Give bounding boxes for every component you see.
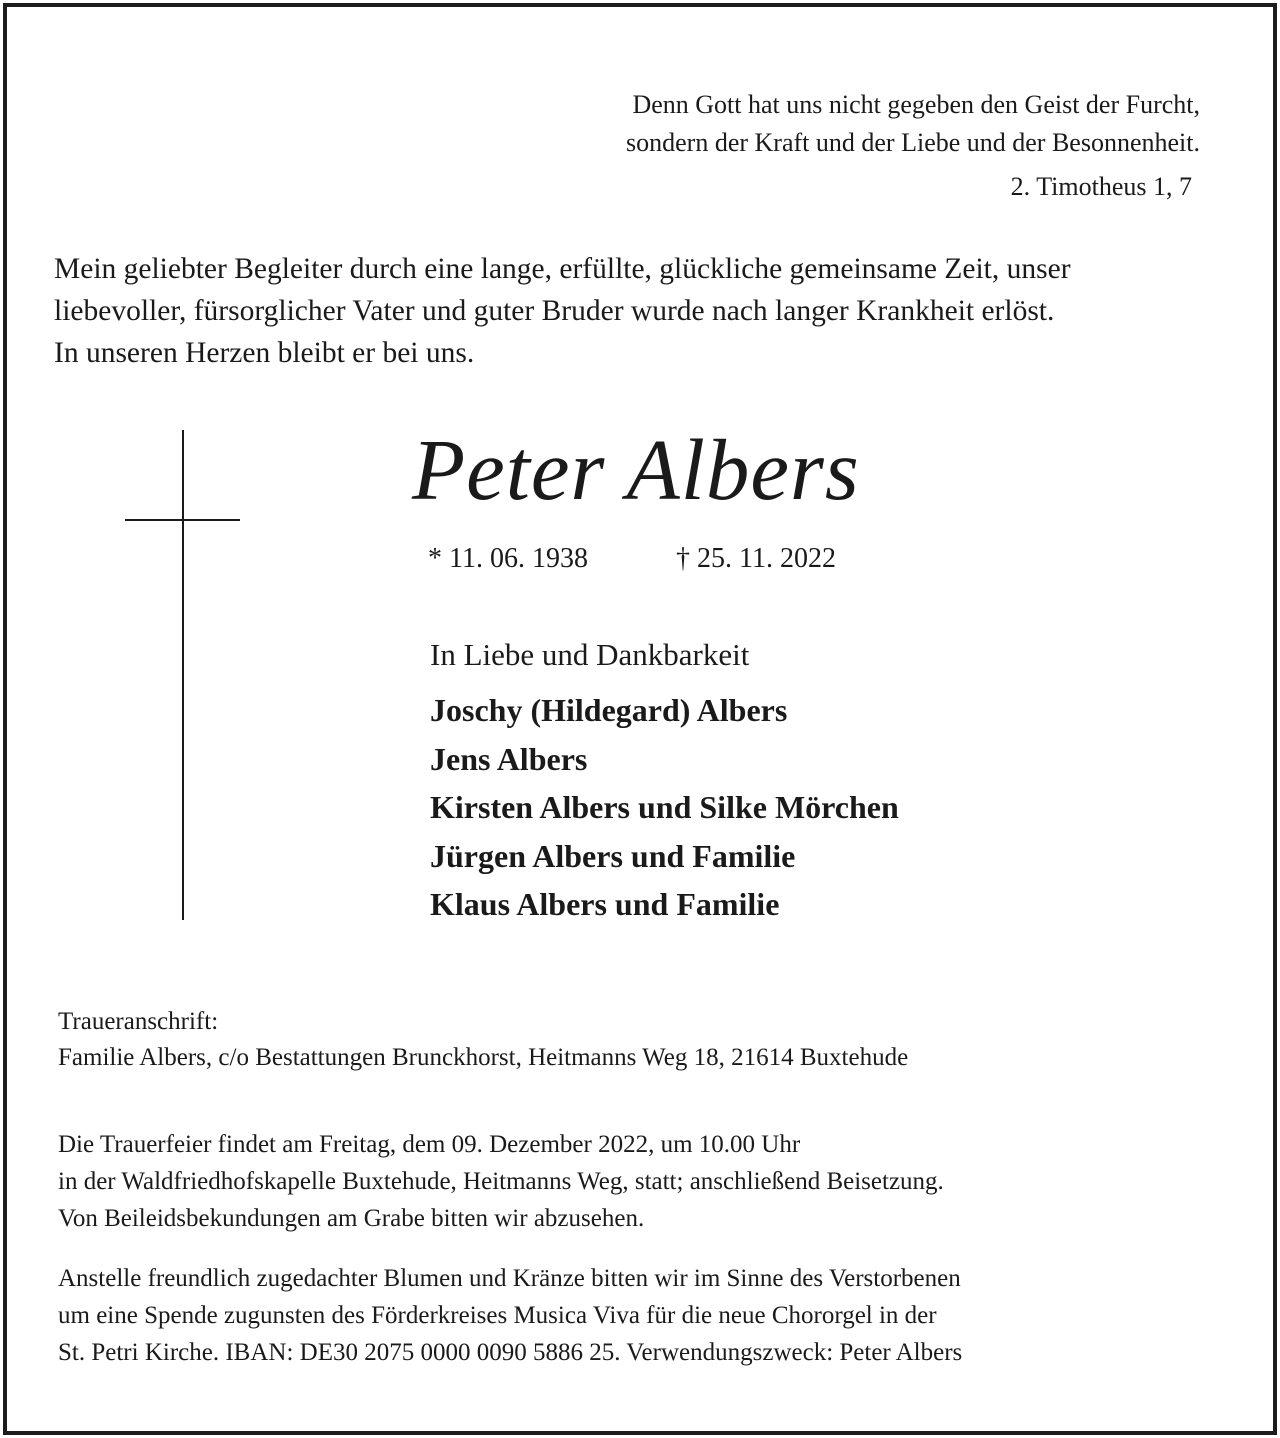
address-label: Traueranschrift:: [58, 1008, 219, 1035]
cross-icon-vertical: [182, 430, 184, 920]
mourners-list: [430, 686, 899, 929]
donation-line: Anstelle freundlich zugedachter Blumen und Kränze bitten wir im Sinne des Verstorbenen: [58, 1265, 961, 1292]
mourner-name: Jens Albers: [430, 740, 588, 777]
mourners-salutation: In Liebe und Dankbarkeit: [430, 637, 750, 672]
verse-line: sondern der Kraft und der Liebe und der Besonnenheit.: [626, 128, 1200, 157]
mourning-address: [58, 1004, 908, 1076]
intro-text: [54, 248, 1234, 374]
intro-line: liebevoller, fürsorglicher Vater und guter Bruder wurde nach langer Krankheit erlöst.: [54, 295, 1055, 327]
bible-verse: [626, 86, 1200, 162]
intro-line: In unseren Herzen bleibt er bei uns.: [54, 337, 475, 369]
birth-date: * 11. 06. 1938: [428, 543, 588, 574]
mourner-name: Klaus Albers und Familie: [430, 886, 780, 922]
verse-reference: 2. Timotheus 1, 7: [1010, 172, 1192, 201]
service-line: in der Waldfriedhofskapelle Buxtehude, Heitmanns Weg, statt; anschließend Beisetzung.: [58, 1168, 944, 1195]
mourner-name: Jürgen Albers und Familie: [430, 837, 796, 874]
death-date: † 25. 11. 2022: [676, 543, 836, 574]
verse-line: Denn Gott hat uns nicht gegeben den Geist der Furcht,: [632, 90, 1200, 119]
service-info: [58, 1126, 944, 1237]
donation-line: um eine Spende zugunsten des Förderkreises Musica Viva für die neue Chororgel in der: [58, 1302, 937, 1329]
cross-icon-horizontal: [125, 519, 240, 521]
donation-line: St. Petri Kirche. IBAN: DE30 2075 0000 0090 5886 25. Verwendungszweck: Peter Albers: [58, 1339, 963, 1366]
donation-info: [58, 1260, 962, 1371]
mourner-name: Joschy (Hildegard) Albers: [430, 692, 788, 728]
address-text: Familie Albers, c/o Bestattungen Brunckhorst, Heitmanns Weg 18, 21614 Buxtehude: [58, 1044, 909, 1071]
service-line: Von Beileidsbekundungen am Grabe bitten wir abzusehen.: [58, 1205, 645, 1232]
service-line: Die Trauerfeier findet am Freitag, dem 09. Dezember 2022, um 10.00 Uhr: [58, 1131, 801, 1158]
deceased-name: Peter Albers: [412, 421, 860, 518]
mourner-name: Kirsten Albers und Silke Mörchen: [430, 789, 899, 825]
intro-line: Mein geliebter Begleiter durch eine lange, erfüllte, glückliche gemeinsame Zeit, unser: [54, 253, 1071, 285]
